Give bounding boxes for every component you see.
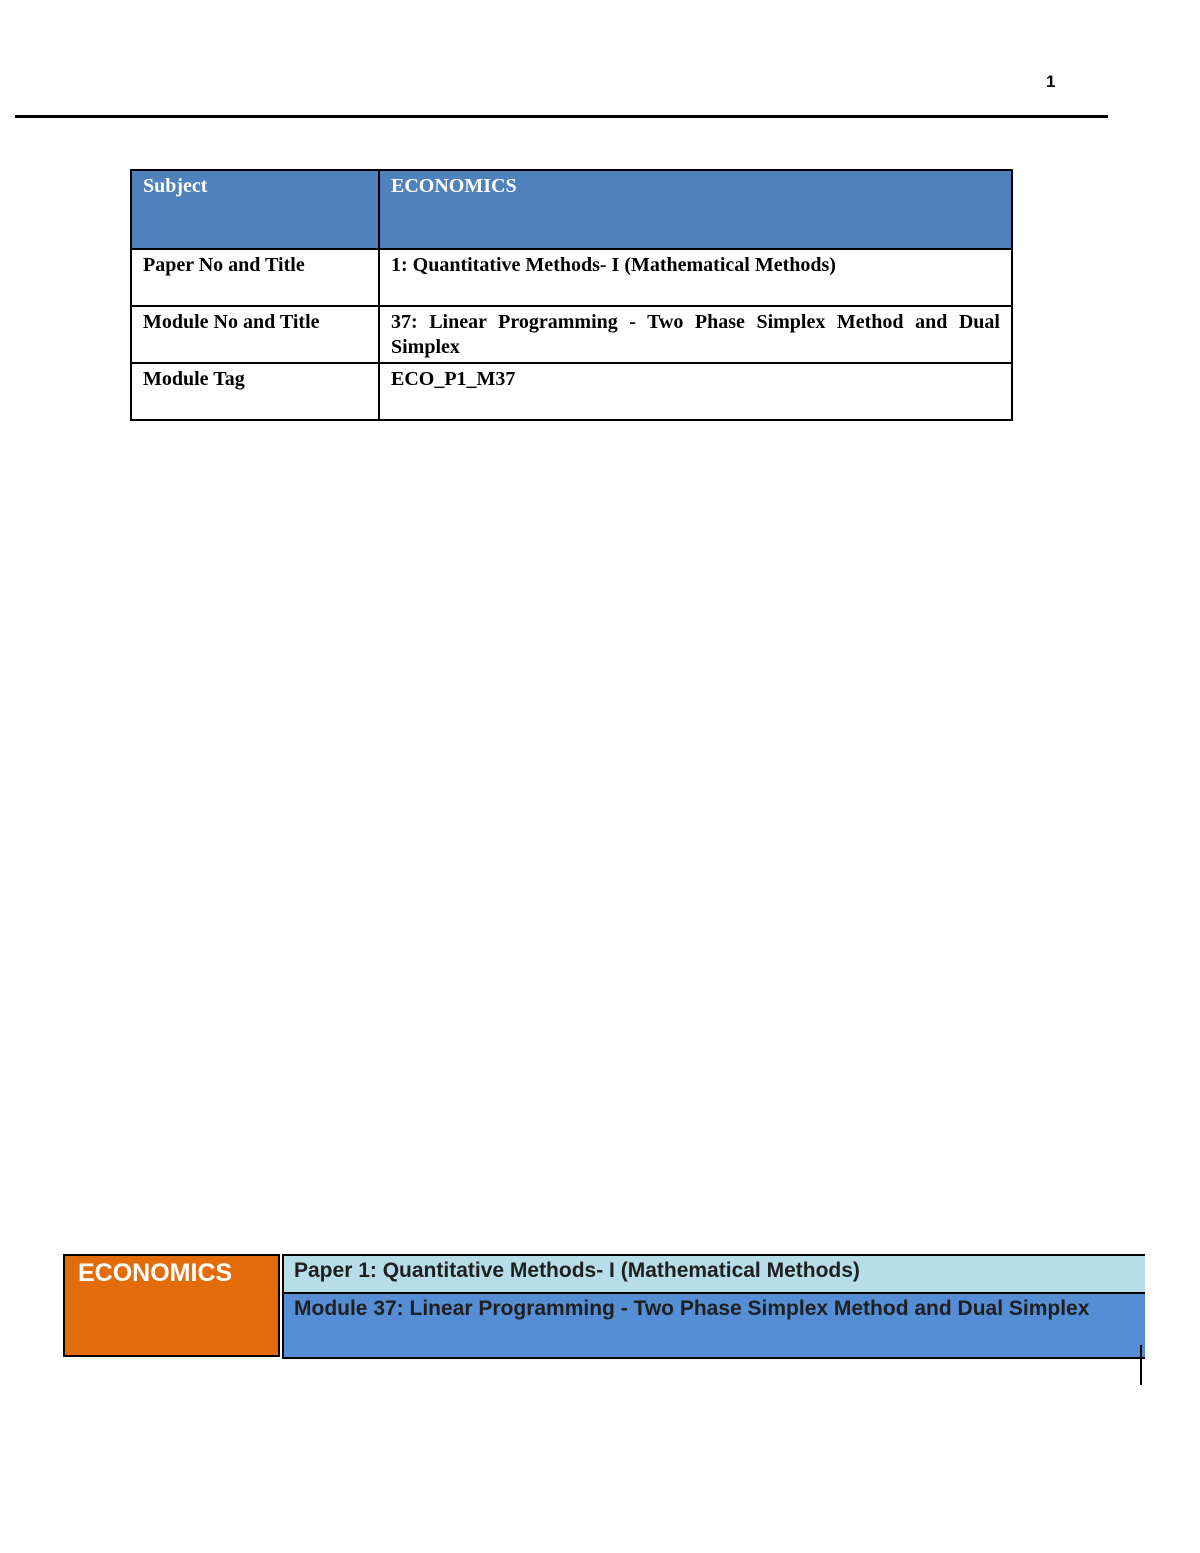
table-row-subject	[131, 170, 1012, 249]
footer-paper-title: Paper 1: Quantitative Methods- I (Mathematical Methods)	[282, 1254, 1145, 1292]
header-rule	[15, 115, 1108, 118]
subject-label: Subject	[131, 170, 379, 249]
page-footer	[63, 1254, 1145, 1361]
module-label: Module No and Title	[131, 306, 379, 363]
paper-value: 1: Quantitative Methods- I (Mathematical Methods)	[379, 249, 1012, 306]
tag-label: Module Tag	[131, 363, 379, 420]
footer-module-title: Module 37: Linear Programming - Two Phase Simplex Method and Dual Simplex	[282, 1292, 1145, 1359]
table-row-paper	[131, 249, 1012, 306]
subject-value: ECONOMICS	[379, 170, 1012, 249]
table-row-tag	[131, 363, 1012, 420]
footer-edge-line	[1140, 1345, 1142, 1385]
page-number: 1	[1046, 72, 1056, 91]
module-value: 37: Linear Programming - Two Phase Simplex Method and Dual Simplex	[379, 306, 1012, 363]
footer-subject: ECONOMICS	[63, 1254, 280, 1357]
tag-value: ECO_P1_M37	[379, 363, 1012, 420]
table-row-module	[131, 306, 1012, 363]
module-info-table	[130, 169, 1013, 421]
paper-label: Paper No and Title	[131, 249, 379, 306]
